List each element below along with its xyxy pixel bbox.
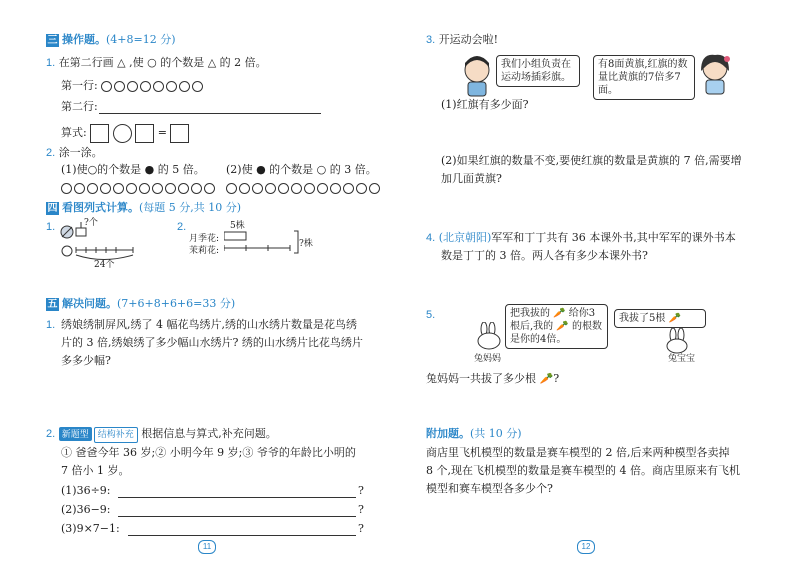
r-q4-line-1 — [426, 231, 736, 245]
s5-q1-line-1: 绣娘绣制屏风,绣了 4 幅花鸟绣片,绣的山水绣片数量是花鸟绣 — [61, 318, 357, 331]
page-number-right: 12 — [577, 540, 595, 554]
extra-line-1: 商店里飞机模型的数量是赛车模型的 2 倍,后来两种模型各卖掉 — [426, 446, 730, 459]
s5-q2-f3: (3)9×7−1: — [61, 522, 120, 535]
section-4-badge: 四 — [47, 203, 58, 214]
r-q5-name-2: 兔宝宝 — [668, 354, 696, 364]
section-4-header — [46, 201, 241, 215]
s3-q2-a: (1)使○的个数是 ● 的 5 倍。 — [61, 163, 205, 176]
extra-title: 附加题。 — [426, 427, 470, 440]
s3-q1-num: 1. — [46, 57, 56, 69]
formula-box-3[interactable] — [170, 124, 189, 143]
apple-icon — [62, 246, 72, 256]
s3-q1-row2 — [61, 100, 98, 114]
s5-q2-info-2: 7 倍小 1 岁。 — [61, 464, 130, 477]
formula-box-2[interactable] — [135, 124, 154, 143]
r-q3-title-text: 开运动会啦! — [438, 33, 499, 46]
rabbit-mother-icon — [475, 322, 503, 354]
row1-label: 第一行: — [61, 79, 98, 92]
s3-q1-text: 在第二行画 △ ,使 ○ 的个数是 △ 的 2 倍。 — [58, 56, 267, 69]
extra-line-2: 8 个,现在飞机模型的数量是赛车模型的 4 倍。商店里原来有飞机 — [426, 464, 740, 477]
s5-q2-f2-q: ? — [358, 503, 364, 516]
s4-q2-row2: 茉莉花: — [189, 246, 220, 256]
s3-q1-formula — [61, 123, 189, 143]
s5-q2-info-1: ① 爸爸今年 36 岁;② 小明今年 9 岁;③ 爷爷的年龄比小明的 — [61, 446, 356, 459]
section-5-points: (7+6+8+6+6=33 分) — [117, 297, 236, 310]
r-q3-title — [426, 33, 498, 47]
section-3-badge: 三 — [47, 35, 58, 46]
s3-q2 — [46, 146, 103, 160]
r-q5-question: 兔妈妈一共拔了多少根 🥕? — [426, 372, 560, 385]
r-q4-line-2: 数是丁丁的 3 倍。两人各有多少本课外书? — [441, 249, 648, 262]
section-3-points: (4+8=12 分) — [106, 33, 176, 46]
formula-equals: = — [157, 126, 167, 139]
s4-q2-num: 2. — [177, 221, 187, 233]
s3-q2-a-circles[interactable] — [61, 181, 217, 195]
s5-q2 — [46, 427, 277, 443]
s3-q2-text: 涂一涂。 — [58, 146, 103, 159]
s3-q1-row1 — [61, 79, 205, 93]
s5-q2-f1-q: ? — [358, 484, 364, 497]
structure-badge: 结构补充 — [94, 427, 138, 443]
s4-q2-unknown: ?株 — [299, 239, 313, 249]
s5-q1-num: 1. — [46, 319, 56, 331]
extra-header — [426, 427, 522, 441]
s3-q2-b: (2)使 ● 的个数是 ○ 的 3 倍。 — [226, 163, 377, 176]
boy-avatar — [460, 55, 494, 101]
r-q3-p2-line-2: 加几面黄旗? — [441, 172, 502, 185]
r-q3-num: 3. — [426, 34, 436, 46]
extra-line-3: 模型和赛车模型各多少个? — [426, 482, 553, 495]
section-4-title: 看图列式计算。 — [62, 201, 139, 214]
s5-q2-text: 根据信息与算式,补充问题。 — [141, 427, 277, 440]
s5-q2-f2: (2)36−9: — [61, 503, 111, 516]
s3-q2-b-circles[interactable] — [226, 181, 382, 195]
s5-q2-f1-line[interactable] — [118, 496, 356, 498]
formula-label: 算式: — [61, 126, 87, 139]
s5-q2-f2-line[interactable] — [118, 515, 356, 517]
r-q5-bubble-2: 我拔了5根 🥕 — [614, 309, 706, 328]
section-3-title: 操作题。 — [62, 33, 106, 46]
r-q3-p1: (1)红旗有多少面? — [441, 98, 529, 111]
s5-q1-line-2: 片的 3 倍,绣娘绣了多少幅山水绣片? 绣的山水绣片比花鸟绣片 — [61, 336, 363, 349]
s3-q1 — [46, 56, 267, 70]
s5-q2-f3-line[interactable] — [128, 534, 356, 536]
s4-q2-count: 5株 — [230, 221, 245, 231]
s4-q2-row1: 月季花: — [189, 234, 220, 244]
page-number-left: 11 — [198, 540, 216, 554]
s4-q2-diagram — [224, 228, 304, 258]
formula-box-1[interactable] — [90, 124, 109, 143]
s5-q1-line-3: 多多少幅? — [61, 354, 111, 367]
r-q5-bubble-1: 把我拔的 🥕 给你3根后,我的 🥕 的根数是你的4倍。 — [505, 304, 608, 349]
r-q4-text-1: 军军和丁丁共有 36 本课外书,其中军军的课外书本 — [491, 231, 736, 244]
s5-q2-f1: (1)36÷9: — [61, 484, 111, 497]
section-3-header — [46, 33, 176, 47]
new-type-badge: 新题型 — [59, 427, 92, 441]
s5-q2-num: 2. — [46, 428, 56, 440]
row2-answer-line[interactable] — [99, 112, 321, 114]
section-5-title: 解决问题。 — [62, 297, 117, 310]
section-5-badge: 五 — [47, 299, 58, 310]
girl-avatar — [697, 53, 733, 99]
extra-points: (共 10 分) — [470, 427, 522, 440]
s5-q2-f3-q: ? — [358, 522, 364, 535]
row1-circles — [101, 79, 205, 92]
formula-operator-circle[interactable] — [113, 124, 132, 143]
row2-label: 第二行: — [61, 100, 98, 113]
s4-q1-top: ?个 — [84, 218, 98, 228]
r-q5-name-1: 兔妈妈 — [474, 354, 502, 364]
r-q4-num: 4. — [426, 232, 436, 244]
s4-q1-num: 1. — [46, 221, 56, 233]
section-4-points: (每题 5 分,共 10 分) — [139, 201, 242, 214]
r-q5-num: 5. — [426, 309, 436, 321]
r-q4-tag: (北京朝阳) — [438, 231, 492, 244]
r-q3-bubble-2: 有8面黄旗,红旗的数量比黄旗的7倍多7面。 — [593, 55, 695, 100]
s3-q2-num: 2. — [46, 147, 56, 159]
r-q3-p2-line-1: (2)如果红旗的数量不变,要使红旗的数量是黄旗的 7 倍,需要增 — [441, 154, 742, 167]
r-q3-bubble-1: 我们小组负责在运动场插彩旗。 — [496, 55, 580, 87]
section-5-header — [46, 297, 235, 311]
s4-q1-bottom: 24个 — [94, 260, 115, 270]
